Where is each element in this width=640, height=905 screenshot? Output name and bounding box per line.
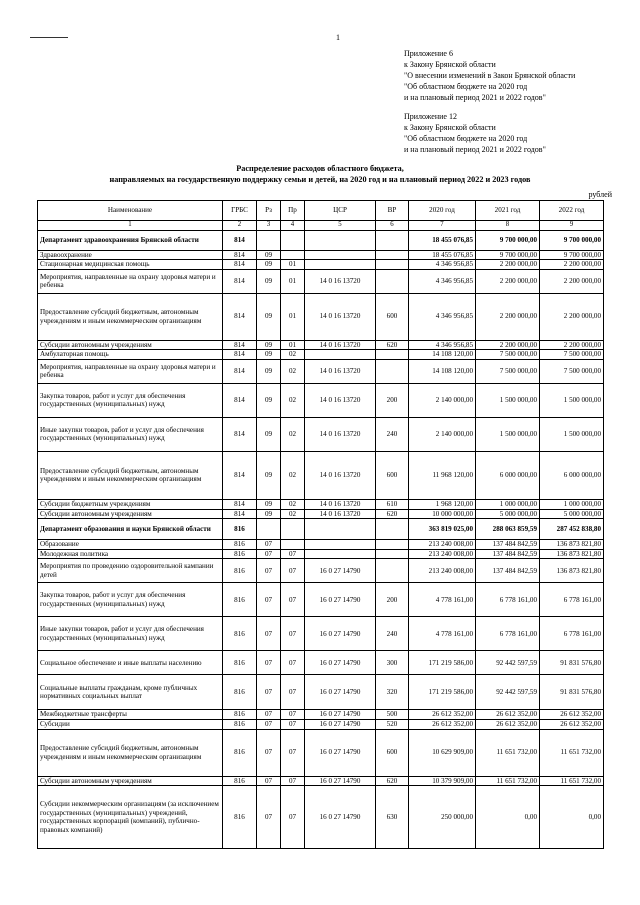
column-index: 3 xyxy=(257,221,281,231)
appendix-header-1 xyxy=(404,48,575,103)
cell-csr: 16 0 27 14790 xyxy=(305,729,376,776)
appendix-line: "Об областном бюджете на 2020 год xyxy=(404,134,528,143)
cell-pr: 07 xyxy=(281,559,305,583)
cell-vr: 240 xyxy=(376,417,409,451)
cell-pr: 07 xyxy=(281,729,305,776)
cell-rz: 09 xyxy=(257,269,281,293)
cell-2021: 5 000 000,00 xyxy=(476,509,540,519)
cell-name: Субсидии xyxy=(38,719,223,729)
cell-name: Социальные выплаты гражданам, кроме публичных нормативных социальных выплат xyxy=(38,675,223,710)
cell-2021: 137 484 842,59 xyxy=(476,540,540,550)
cell-pr xyxy=(281,519,305,540)
column-index: 5 xyxy=(305,221,376,231)
cell-name: Иные закупки товаров, работ и услуг для обеспечения государственных (муниципальных) нужд xyxy=(38,617,223,651)
cell-csr: 14 0 16 13720 xyxy=(305,417,376,451)
header-csr: ЦСР xyxy=(305,201,376,221)
cell-2021: 92 442 597,59 xyxy=(476,651,540,675)
appendix-line: и на плановый период 2021 и 2022 годов" xyxy=(404,93,546,102)
cell-rz: 07 xyxy=(257,651,281,675)
cell-grbs: 814 xyxy=(223,350,257,360)
column-index: 4 xyxy=(281,221,305,231)
cell-pr: 07 xyxy=(281,710,305,720)
cell-rz xyxy=(257,230,281,250)
cell-csr: 16 0 27 14790 xyxy=(305,675,376,710)
cell-csr: 16 0 27 14790 xyxy=(305,710,376,720)
cell-2021: 11 651 732,00 xyxy=(476,729,540,776)
cell-pr: 02 xyxy=(281,359,305,383)
table-row xyxy=(38,230,604,250)
cell-rz: 07 xyxy=(257,786,281,849)
unit-label: рублей xyxy=(588,190,612,199)
cell-csr xyxy=(305,350,376,360)
cell-2021: 1 000 000,00 xyxy=(476,499,540,509)
cell-name: Стационарная медицинская помощь xyxy=(38,260,223,270)
cell-pr: 07 xyxy=(281,776,305,786)
cell-2020: 4 346 956,85 xyxy=(409,269,476,293)
cell-csr: 16 0 27 14790 xyxy=(305,559,376,583)
cell-2020: 14 108 120,00 xyxy=(409,350,476,360)
title-line-1: Распределение расходов областного бюджета, xyxy=(236,164,404,173)
header-name: Наименование xyxy=(38,201,223,221)
cell-vr: 200 xyxy=(376,583,409,617)
cell-vr xyxy=(376,230,409,250)
cell-2022: 136 873 821,80 xyxy=(540,549,604,559)
cell-2020: 11 968 120,00 xyxy=(409,451,476,499)
cell-name: Закупка товаров, работ и услуг для обеспечения государственных (муниципальных) нужд xyxy=(38,583,223,617)
cell-2021: 26 612 352,00 xyxy=(476,719,540,729)
appendix-line: Приложение 12 xyxy=(404,112,457,121)
cell-name: Мероприятия, направленные на охрану здоровья матери и ребенка xyxy=(38,269,223,293)
column-index: 2 xyxy=(223,221,257,231)
cell-name: Закупка товаров, работ и услуг для обеспечения государственных (муниципальных) нужд xyxy=(38,383,223,417)
cell-name: Субсидии автономным учреждениям xyxy=(38,340,223,350)
cell-name: Предоставление субсидий бюджетным, автономным учреждениям и иным некоммерческим организациям xyxy=(38,729,223,776)
cell-rz: 09 xyxy=(257,293,281,340)
cell-name: Департамент здравоохранения Брянской области xyxy=(38,230,223,250)
table-row xyxy=(38,710,604,720)
cell-2020: 2 140 000,00 xyxy=(409,417,476,451)
cell-grbs: 816 xyxy=(223,559,257,583)
table-row xyxy=(38,293,604,340)
cell-2022: 91 831 576,80 xyxy=(540,651,604,675)
cell-pr xyxy=(281,540,305,550)
cell-vr xyxy=(376,250,409,260)
cell-csr: 14 0 16 13720 xyxy=(305,499,376,509)
cell-vr: 600 xyxy=(376,293,409,340)
column-index: 8 xyxy=(476,221,540,231)
column-index: 1 xyxy=(38,221,223,231)
cell-vr xyxy=(376,359,409,383)
table-row xyxy=(38,559,604,583)
cell-2020: 4 778 161,00 xyxy=(409,583,476,617)
cell-2022: 9 700 000,00 xyxy=(540,230,604,250)
cell-2020: 213 240 008,00 xyxy=(409,559,476,583)
cell-pr: 01 xyxy=(281,269,305,293)
cell-2022: 6 000 000,00 xyxy=(540,451,604,499)
cell-csr: 16 0 27 14790 xyxy=(305,617,376,651)
cell-pr xyxy=(281,250,305,260)
header-2021: 2021 год xyxy=(476,201,540,221)
header-pr: Пр xyxy=(281,201,305,221)
cell-2022: 287 452 838,80 xyxy=(540,519,604,540)
cell-name: Предоставление субсидий бюджетным, автономным учреждениям и иным некоммерческим организациям xyxy=(38,293,223,340)
cell-vr xyxy=(376,519,409,540)
cell-grbs: 814 xyxy=(223,340,257,350)
cell-2020: 4 778 161,00 xyxy=(409,617,476,651)
cell-pr xyxy=(281,230,305,250)
cell-2022: 1 000 000,00 xyxy=(540,499,604,509)
cell-2022: 136 873 821,80 xyxy=(540,559,604,583)
cell-2022: 7 500 000,00 xyxy=(540,359,604,383)
cell-pr: 07 xyxy=(281,617,305,651)
cell-grbs: 816 xyxy=(223,617,257,651)
budget-table xyxy=(37,200,604,849)
cell-vr: 200 xyxy=(376,383,409,417)
cell-vr: 630 xyxy=(376,786,409,849)
cell-2022: 136 873 821,80 xyxy=(540,540,604,550)
cell-2020: 18 455 076,85 xyxy=(409,230,476,250)
cell-2020: 26 612 352,00 xyxy=(409,719,476,729)
cell-csr: 14 0 16 13720 xyxy=(305,293,376,340)
cell-pr: 01 xyxy=(281,293,305,340)
cell-2022: 1 500 000,00 xyxy=(540,417,604,451)
cell-vr: 600 xyxy=(376,451,409,499)
cell-grbs: 816 xyxy=(223,719,257,729)
cell-2022: 2 200 000,00 xyxy=(540,269,604,293)
cell-rz: 07 xyxy=(257,776,281,786)
header-rz: Рз xyxy=(257,201,281,221)
cell-rz: 09 xyxy=(257,350,281,360)
table-row xyxy=(38,260,604,270)
cell-csr: 14 0 16 13720 xyxy=(305,269,376,293)
cell-pr: 02 xyxy=(281,383,305,417)
top-rule xyxy=(30,37,68,38)
cell-2020: 171 219 586,00 xyxy=(409,675,476,710)
cell-csr: 16 0 27 14790 xyxy=(305,776,376,786)
cell-2021: 9 700 000,00 xyxy=(476,250,540,260)
cell-rz: 07 xyxy=(257,729,281,776)
cell-name: Амбулаторная помощь xyxy=(38,350,223,360)
cell-csr: 14 0 16 13720 xyxy=(305,451,376,499)
cell-2020: 18 455 076,85 xyxy=(409,250,476,260)
cell-2020: 14 108 120,00 xyxy=(409,359,476,383)
cell-name: Иные закупки товаров, работ и услуг для обеспечения государственных (муниципальных) нужд xyxy=(38,417,223,451)
cell-name: Субсидии бюджетным учреждениям xyxy=(38,499,223,509)
cell-grbs: 816 xyxy=(223,583,257,617)
header-grbs: ГРБС xyxy=(223,201,257,221)
cell-grbs: 816 xyxy=(223,776,257,786)
cell-2022: 6 778 161,00 xyxy=(540,583,604,617)
cell-vr: 300 xyxy=(376,651,409,675)
cell-name: Здравоохранение xyxy=(38,250,223,260)
cell-vr xyxy=(376,269,409,293)
cell-rz: 07 xyxy=(257,710,281,720)
cell-2020: 26 612 352,00 xyxy=(409,710,476,720)
cell-pr: 07 xyxy=(281,549,305,559)
cell-name: Межбюджетные трансферты xyxy=(38,710,223,720)
cell-vr: 500 xyxy=(376,710,409,720)
cell-2020: 4 346 956,85 xyxy=(409,293,476,340)
cell-grbs: 816 xyxy=(223,519,257,540)
cell-rz: 07 xyxy=(257,540,281,550)
cell-name: Образование xyxy=(38,540,223,550)
table-row xyxy=(38,729,604,776)
table-row xyxy=(38,776,604,786)
cell-grbs: 814 xyxy=(223,293,257,340)
cell-grbs: 816 xyxy=(223,651,257,675)
cell-2022: 26 612 352,00 xyxy=(540,710,604,720)
cell-2021: 6 000 000,00 xyxy=(476,451,540,499)
cell-grbs: 814 xyxy=(223,230,257,250)
cell-pr: 07 xyxy=(281,786,305,849)
cell-csr: 16 0 27 14790 xyxy=(305,719,376,729)
cell-name: Предоставление субсидий бюджетным, автономным учреждениям и иным некоммерческим организациям xyxy=(38,451,223,499)
cell-vr xyxy=(376,559,409,583)
cell-pr: 07 xyxy=(281,583,305,617)
column-index-row xyxy=(38,221,604,231)
table-row xyxy=(38,383,604,417)
cell-grbs: 814 xyxy=(223,509,257,519)
table-row xyxy=(38,617,604,651)
cell-rz: 07 xyxy=(257,549,281,559)
cell-2022: 11 651 732,00 xyxy=(540,729,604,776)
header-2022: 2022 год xyxy=(540,201,604,221)
cell-2022: 6 778 161,00 xyxy=(540,617,604,651)
cell-vr: 240 xyxy=(376,617,409,651)
cell-2020: 10 379 909,00 xyxy=(409,776,476,786)
cell-csr: 16 0 27 14790 xyxy=(305,786,376,849)
cell-vr: 620 xyxy=(376,340,409,350)
cell-2021: 137 484 842,59 xyxy=(476,549,540,559)
cell-name: Департамент образования и науки Брянской области xyxy=(38,519,223,540)
cell-rz: 09 xyxy=(257,509,281,519)
cell-vr xyxy=(376,540,409,550)
appendix-line: к Закону Брянской области xyxy=(404,123,496,132)
cell-pr: 02 xyxy=(281,451,305,499)
cell-vr: 620 xyxy=(376,776,409,786)
table-row xyxy=(38,451,604,499)
cell-grbs: 816 xyxy=(223,549,257,559)
appendix-line: "Об областном бюджете на 2020 год xyxy=(404,82,528,91)
cell-name: Социальное обеспечение и иные выплаты населению xyxy=(38,651,223,675)
cell-csr: 14 0 16 13720 xyxy=(305,340,376,350)
cell-2021: 0,00 xyxy=(476,786,540,849)
table-row xyxy=(38,549,604,559)
cell-vr: 320 xyxy=(376,675,409,710)
column-index: 6 xyxy=(376,221,409,231)
table-header-row xyxy=(38,201,604,221)
cell-rz: 07 xyxy=(257,675,281,710)
table-row xyxy=(38,540,604,550)
cell-rz: 07 xyxy=(257,719,281,729)
cell-grbs: 816 xyxy=(223,675,257,710)
cell-grbs: 814 xyxy=(223,250,257,260)
appendix-line: к Закону Брянской области xyxy=(404,60,496,69)
cell-2021: 6 778 161,00 xyxy=(476,617,540,651)
cell-rz: 07 xyxy=(257,617,281,651)
table-row xyxy=(38,350,604,360)
page-number: 1 xyxy=(336,33,340,42)
cell-2020: 250 000,00 xyxy=(409,786,476,849)
table-row xyxy=(38,417,604,451)
cell-vr: 620 xyxy=(376,509,409,519)
cell-vr: 610 xyxy=(376,499,409,509)
cell-grbs: 816 xyxy=(223,540,257,550)
cell-vr xyxy=(376,549,409,559)
cell-vr xyxy=(376,260,409,270)
cell-2021: 137 484 842,59 xyxy=(476,559,540,583)
cell-2022: 1 500 000,00 xyxy=(540,383,604,417)
cell-pr: 02 xyxy=(281,417,305,451)
cell-rz: 09 xyxy=(257,260,281,270)
cell-2022: 2 200 000,00 xyxy=(540,260,604,270)
cell-2022: 11 651 732,00 xyxy=(540,776,604,786)
cell-pr: 02 xyxy=(281,350,305,360)
cell-2020: 1 968 120,00 xyxy=(409,499,476,509)
cell-pr: 02 xyxy=(281,499,305,509)
cell-2021: 2 200 000,00 xyxy=(476,260,540,270)
cell-grbs: 814 xyxy=(223,260,257,270)
cell-csr: 16 0 27 14790 xyxy=(305,651,376,675)
cell-csr: 16 0 27 14790 xyxy=(305,583,376,617)
cell-vr: 600 xyxy=(376,729,409,776)
cell-pr: 07 xyxy=(281,719,305,729)
cell-name: Субсидии автономным учреждениям xyxy=(38,509,223,519)
table-row xyxy=(38,675,604,710)
cell-2021: 288 063 859,59 xyxy=(476,519,540,540)
table-row xyxy=(38,651,604,675)
cell-2022: 5 000 000,00 xyxy=(540,509,604,519)
cell-2020: 10 629 909,00 xyxy=(409,729,476,776)
table-row xyxy=(38,786,604,849)
cell-2021: 2 200 000,00 xyxy=(476,269,540,293)
cell-grbs: 816 xyxy=(223,710,257,720)
cell-csr xyxy=(305,549,376,559)
cell-2022: 7 500 000,00 xyxy=(540,350,604,360)
cell-grbs: 814 xyxy=(223,451,257,499)
cell-name: Мероприятия, направленные на охрану здоровья матери и ребенка xyxy=(38,359,223,383)
cell-rz: 09 xyxy=(257,451,281,499)
title-line-2: направляемых на государственную поддержку семьи и детей, на 2020 год и на плановый период 2022 и 2023 годов xyxy=(109,175,531,184)
cell-csr xyxy=(305,230,376,250)
cell-csr xyxy=(305,519,376,540)
cell-2021: 7 500 000,00 xyxy=(476,359,540,383)
appendix-line: "О внесении изменений в Закон Брянской области xyxy=(404,71,576,80)
cell-2020: 363 819 025,00 xyxy=(409,519,476,540)
cell-grbs: 814 xyxy=(223,499,257,509)
column-index: 9 xyxy=(540,221,604,231)
cell-grbs: 814 xyxy=(223,269,257,293)
cell-2022: 2 200 000,00 xyxy=(540,340,604,350)
table-row xyxy=(38,359,604,383)
cell-csr: 14 0 16 13720 xyxy=(305,383,376,417)
table-row xyxy=(38,499,604,509)
cell-grbs: 816 xyxy=(223,786,257,849)
cell-2021: 1 500 000,00 xyxy=(476,383,540,417)
cell-rz: 09 xyxy=(257,417,281,451)
cell-name: Субсидии некоммерческим организациям (за исключением государственных (муниципальных) учреждений, государственных корпораций (компаний), публично-правовых компаний) xyxy=(38,786,223,849)
header-vr: ВР xyxy=(376,201,409,221)
cell-grbs: 814 xyxy=(223,417,257,451)
appendix-line: и на плановый период 2021 и 2022 годов" xyxy=(404,145,546,154)
document-title xyxy=(40,163,600,185)
cell-rz: 09 xyxy=(257,359,281,383)
cell-name: Субсидии автономным учреждениям xyxy=(38,776,223,786)
cell-rz xyxy=(257,519,281,540)
cell-rz: 09 xyxy=(257,499,281,509)
cell-csr: 14 0 16 13720 xyxy=(305,509,376,519)
cell-2021: 2 200 000,00 xyxy=(476,293,540,340)
table-body xyxy=(38,230,604,849)
cell-2020: 171 219 586,00 xyxy=(409,651,476,675)
cell-2022: 91 831 576,80 xyxy=(540,675,604,710)
cell-2020: 4 346 956,85 xyxy=(409,340,476,350)
cell-2021: 7 500 000,00 xyxy=(476,350,540,360)
cell-grbs: 814 xyxy=(223,359,257,383)
cell-name: Молодежная политика xyxy=(38,549,223,559)
cell-2020: 213 240 008,00 xyxy=(409,549,476,559)
cell-csr xyxy=(305,540,376,550)
cell-2022: 26 612 352,00 xyxy=(540,719,604,729)
table-row xyxy=(38,583,604,617)
appendix-line: Приложение 6 xyxy=(404,49,453,58)
table-row xyxy=(38,719,604,729)
cell-rz: 09 xyxy=(257,250,281,260)
cell-2021: 92 442 597,59 xyxy=(476,675,540,710)
cell-2022: 9 700 000,00 xyxy=(540,250,604,260)
cell-2022: 0,00 xyxy=(540,786,604,849)
cell-2021: 1 500 000,00 xyxy=(476,417,540,451)
column-index: 7 xyxy=(409,221,476,231)
cell-2020: 213 240 008,00 xyxy=(409,540,476,550)
cell-2021: 2 200 000,00 xyxy=(476,340,540,350)
cell-grbs: 814 xyxy=(223,383,257,417)
cell-2020: 2 140 000,00 xyxy=(409,383,476,417)
cell-vr xyxy=(376,350,409,360)
cell-rz: 09 xyxy=(257,340,281,350)
table-row xyxy=(38,340,604,350)
cell-2021: 26 612 352,00 xyxy=(476,710,540,720)
cell-2020: 10 000 000,00 xyxy=(409,509,476,519)
cell-rz: 07 xyxy=(257,583,281,617)
cell-rz: 09 xyxy=(257,383,281,417)
table-row xyxy=(38,250,604,260)
cell-csr: 14 0 16 13720 xyxy=(305,359,376,383)
cell-grbs: 816 xyxy=(223,729,257,776)
cell-pr: 07 xyxy=(281,651,305,675)
header-2020: 2020 год xyxy=(409,201,476,221)
table-row xyxy=(38,519,604,540)
cell-pr: 01 xyxy=(281,340,305,350)
cell-2021: 6 778 161,00 xyxy=(476,583,540,617)
cell-vr: 520 xyxy=(376,719,409,729)
cell-pr: 01 xyxy=(281,260,305,270)
cell-2020: 4 346 956,85 xyxy=(409,260,476,270)
cell-2021: 11 651 732,00 xyxy=(476,776,540,786)
cell-csr xyxy=(305,260,376,270)
cell-pr: 02 xyxy=(281,509,305,519)
cell-pr: 07 xyxy=(281,675,305,710)
table-row xyxy=(38,509,604,519)
cell-rz: 07 xyxy=(257,559,281,583)
appendix-header-2 xyxy=(404,111,546,155)
cell-name: Мероприятия по проведению оздоровительной кампании детей xyxy=(38,559,223,583)
cell-csr xyxy=(305,250,376,260)
cell-2021: 9 700 000,00 xyxy=(476,230,540,250)
cell-2022: 2 200 000,00 xyxy=(540,293,604,340)
table-row xyxy=(38,269,604,293)
